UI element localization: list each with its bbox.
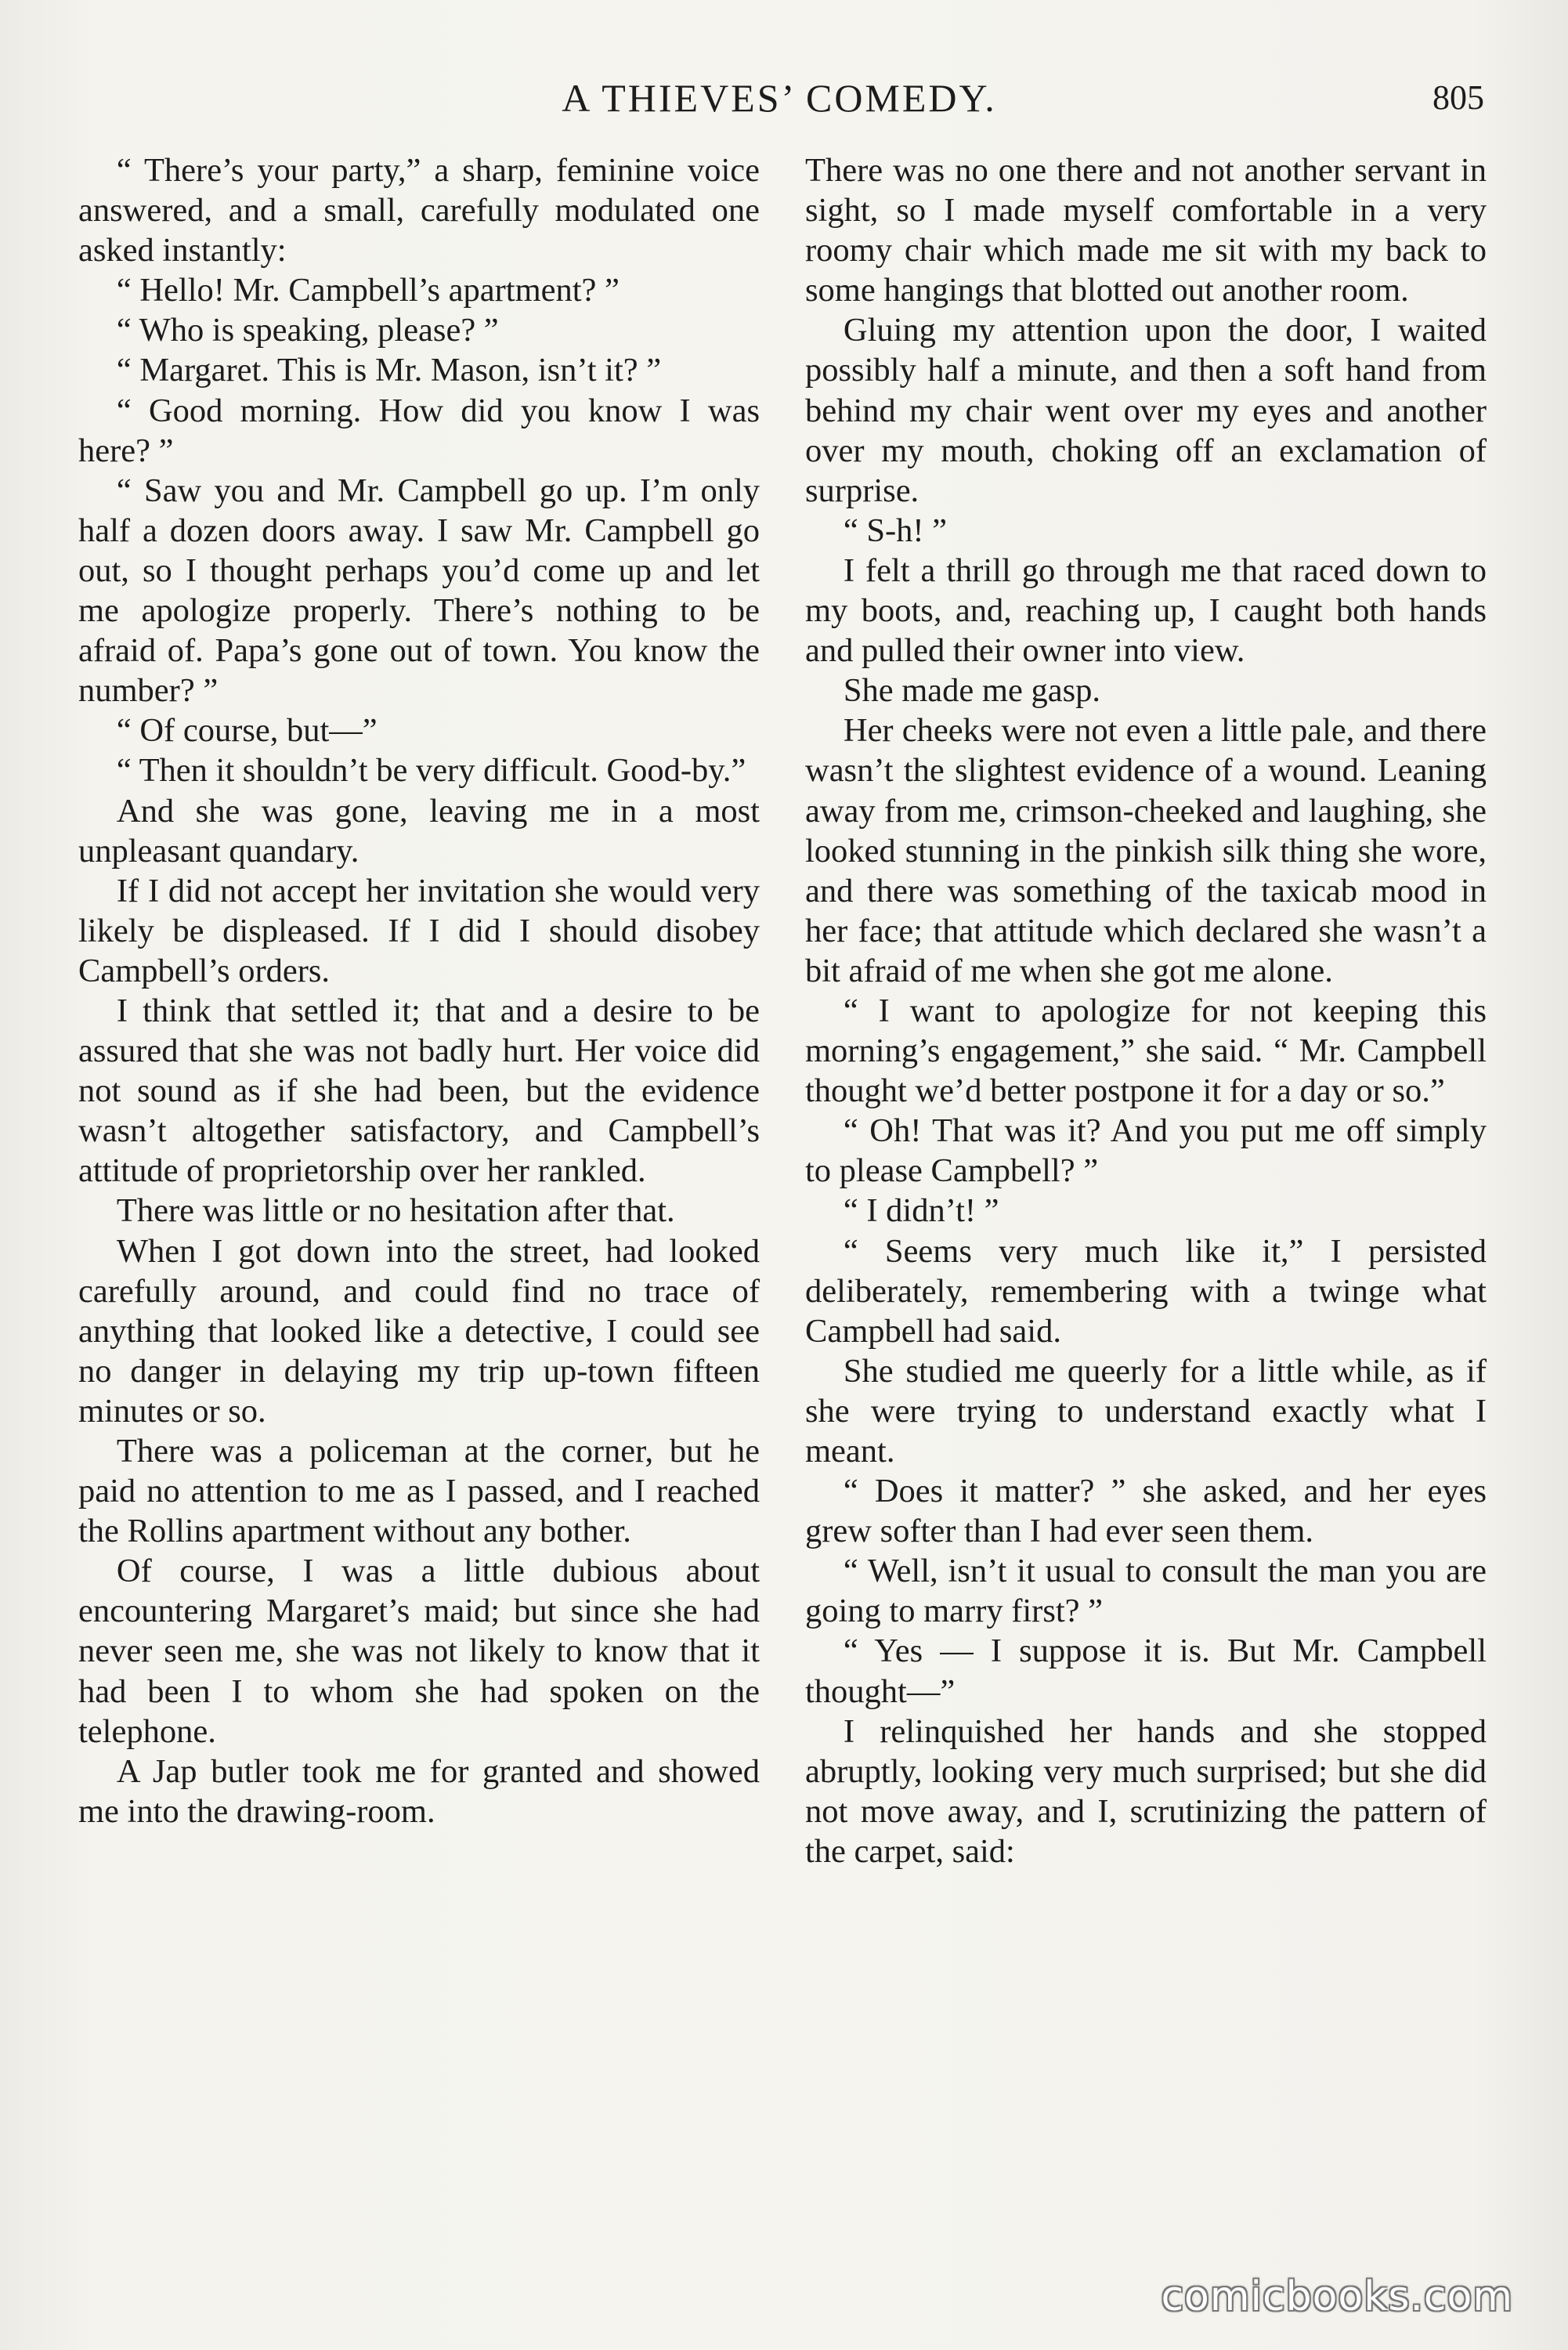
paragraph: I felt a thrill go through me that raced down to my boots, and, reaching up, I caught both hands and pulled their owner into view. — [805, 551, 1487, 670]
paragraph: A Jap butler took me for granted and showed me into the drawing-room. — [78, 1752, 760, 1830]
paragraph: “ Hello! Mr. Campbell’s apartment? ” — [116, 272, 620, 309]
paragraph: “ I didn’t! ” — [843, 1192, 999, 1230]
site-watermark: comicbooks.com — [1161, 2273, 1513, 2320]
paragraph: “ Well, isn’t it usual to consult the man you are going to marry first? ” — [805, 1553, 1487, 1630]
paragraph: “ Oh! That was it? And you put me off simply to please Campbell? ” — [805, 1112, 1487, 1190]
page-header — [74, 70, 1484, 125]
paragraph: “ Yes — I suppose it is. But Mr. Campbell thought—” — [805, 1632, 1487, 1710]
paragraph: “ Does it matter? ” she asked, and her eyes grew softer than I had ever seen them. — [805, 1473, 1487, 1550]
paragraph: “ Who is speaking, please? ” — [116, 312, 499, 349]
paragraph: There was little or no hesitation after that. — [116, 1192, 675, 1230]
paragraph: If I did not accept her invitation she would very likely be displeased. If I did I should disobey Campbell’s orders. — [78, 872, 760, 989]
continued-paragraph: There was no one there and not another servant in sight, so I made myself comfortable in a very roomy chair which made me sit with my back to some hangings that blotted out another room. — [805, 152, 1487, 309]
paragraph: When I got down into the street, had looked carefully around, and could find no trace of anything that looked like a detective, I could see no danger in delaying my trip up-town fifteen minutes or so. — [78, 1232, 760, 1430]
paragraph: “ S-h! ” — [843, 512, 948, 549]
paragraph: “ There’s your party,” a sharp, feminine voice answered, and a small, carefully modulated one asked instantly: — [78, 152, 760, 269]
page-number: 805 — [1433, 78, 1484, 117]
paragraph: “ Good morning. How did you know I was here? ” — [78, 392, 760, 469]
paragraph: She made me gasp. — [843, 672, 1100, 710]
paragraph: “ Margaret. This is Mr. Mason, isn’t it? ” — [116, 352, 662, 389]
paragraph: “ Seems very much like it,” I persisted deliberately, remembering with a twinge what Campbell had said. — [805, 1232, 1487, 1350]
paragraph: Of course, I was a little dubious about encountering Margaret’s maid; but since she had never seen me, she was not likely to know that it had been I to whom she had spoken on the telephone. — [78, 1553, 760, 1750]
paragraph: Gluing my attention upon the door, I waited possibly half a minute, and then a soft hand from behind my chair went over my eyes and another over my mouth, choking off an exclamation of surprise. — [805, 312, 1487, 509]
paragraph: There was a policeman at the corner, but he paid no attention to me as I passed, and I reached the Rollins apartment without any bother. — [78, 1433, 760, 1550]
paragraph: I relinquished her hands and she stopped abruptly, looking very much surprised; but she did not move away, and I, scrutinizing the pattern of the carpet, said: — [805, 1712, 1487, 1870]
paragraph: “ Of course, but—” — [116, 712, 378, 750]
running-title: A THIEVES’ COMEDY. — [562, 76, 997, 120]
paragraph: “ Saw you and Mr. Campbell go up. I’m only half a dozen doors away. I saw Mr. Campbell go out, so I thought perhaps you’d come up and let me apologize properly. There’s nothing to be afraid of. Papa’s gone out of town. You know the number? ” — [78, 472, 760, 710]
paragraph: I think that settled it; that and a desire to be assured that she was not badly hurt. Her voice did not sound as if she had been, but the evidence wasn’t altogether satisfactory, and Campbell’s attitude of proprietorship over her rankled. — [78, 992, 760, 1190]
paragraph: And she was gone, leaving me in a most unpleasant quandary. — [78, 792, 760, 870]
left-text-column — [78, 150, 760, 1831]
paragraph: “ I want to apologize for not keeping this morning’s engagement,” she said. “ Mr. Campbell thought we’d better postpone it for a day or so.” — [805, 992, 1487, 1110]
paragraph: She studied me queerly for a little while, as if she were trying to understand exactly what I meant. — [805, 1352, 1487, 1470]
right-text-column — [805, 150, 1487, 1871]
paragraph: “ Then it shouldn’t be very difficult. Good-by.” — [116, 752, 746, 790]
paragraph: Her cheeks were not even a little pale, and there wasn’t the slightest evidence of a wound. Leaning away from me, crimson-cheeked and laughing, she looked stunning in the pinkish silk thing she wore, and there was something of the taxicab mood in her face; that attitude which declared she wasn’t a bit afraid of me when she got me alone. — [805, 712, 1487, 989]
